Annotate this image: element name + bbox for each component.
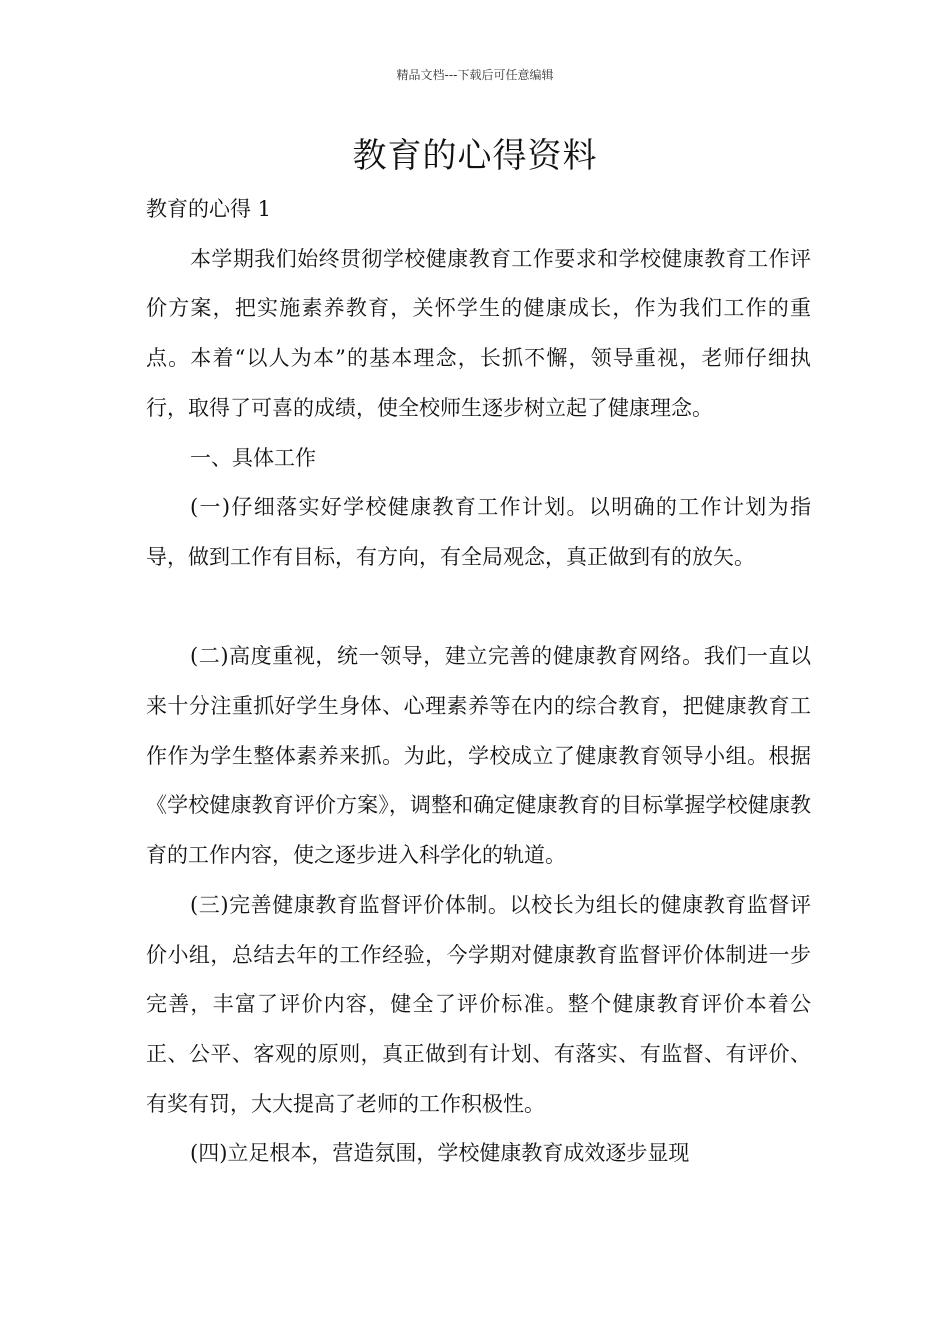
section-heading: 一、具体工作 bbox=[190, 445, 316, 470]
document-body bbox=[146, 185, 811, 1179]
paragraph-item-4: (四)立足根本，营造氛围，学校健康教育成效逐步显现 bbox=[190, 1141, 690, 1166]
paragraph-item-3: (三)完善健康教育监督评价体制。以校长为组长的健康教育监督评价小组，总结去年的工作经验，今学期对健康教育监督评价体制进一步完善，丰富了评价内容，健全了评价标准。整个健康教育评价本着公正、公平、客观的原则，真正做到有计划、有落实、有监督、有评价、有奖有罚，大大提高了老师的工作积极性。 bbox=[146, 892, 811, 1116]
paragraph-spacer bbox=[146, 583, 811, 633]
header-note: 精品文档---下载后可任意编辑 bbox=[396, 68, 554, 82]
paragraph-intro: 本学期我们始终贯彻学校健康教育工作要求和学校健康教育工作评价方案，把实施素养教育，关怀学生的健康成长，作为我们工作的重点。本着“以人为本”的基本理念，长抓不懈，领导重视，老师仔细执行，取得了可喜的成绩，使全校师生逐步树立起了健康理念。 bbox=[146, 246, 811, 420]
document-subtitle: 教育的心得 1 bbox=[146, 197, 272, 221]
paragraph-item-2: (二)高度重视，统一领导，建立完善的健康教育网络。我们一直以来十分注重抓好学生身体、心理素养等在内的综合教育，把健康教育工作作为学生整体素养来抓。为此，学校成立了健康教育领导小组。根据《学校健康教育评价方案》，调整和确定健康教育的目标掌握学校健康教育的工作内容，使之逐步进入科学化的轨道。 bbox=[146, 644, 811, 868]
paragraph-item-1: (一)仔细落实好学校健康教育工作计划。以明确的工作计划为指导，做到工作有目标，有方向，有全局观念，真正做到有的放矢。 bbox=[146, 495, 811, 569]
document-title: 教育的心得资料 bbox=[352, 136, 598, 176]
